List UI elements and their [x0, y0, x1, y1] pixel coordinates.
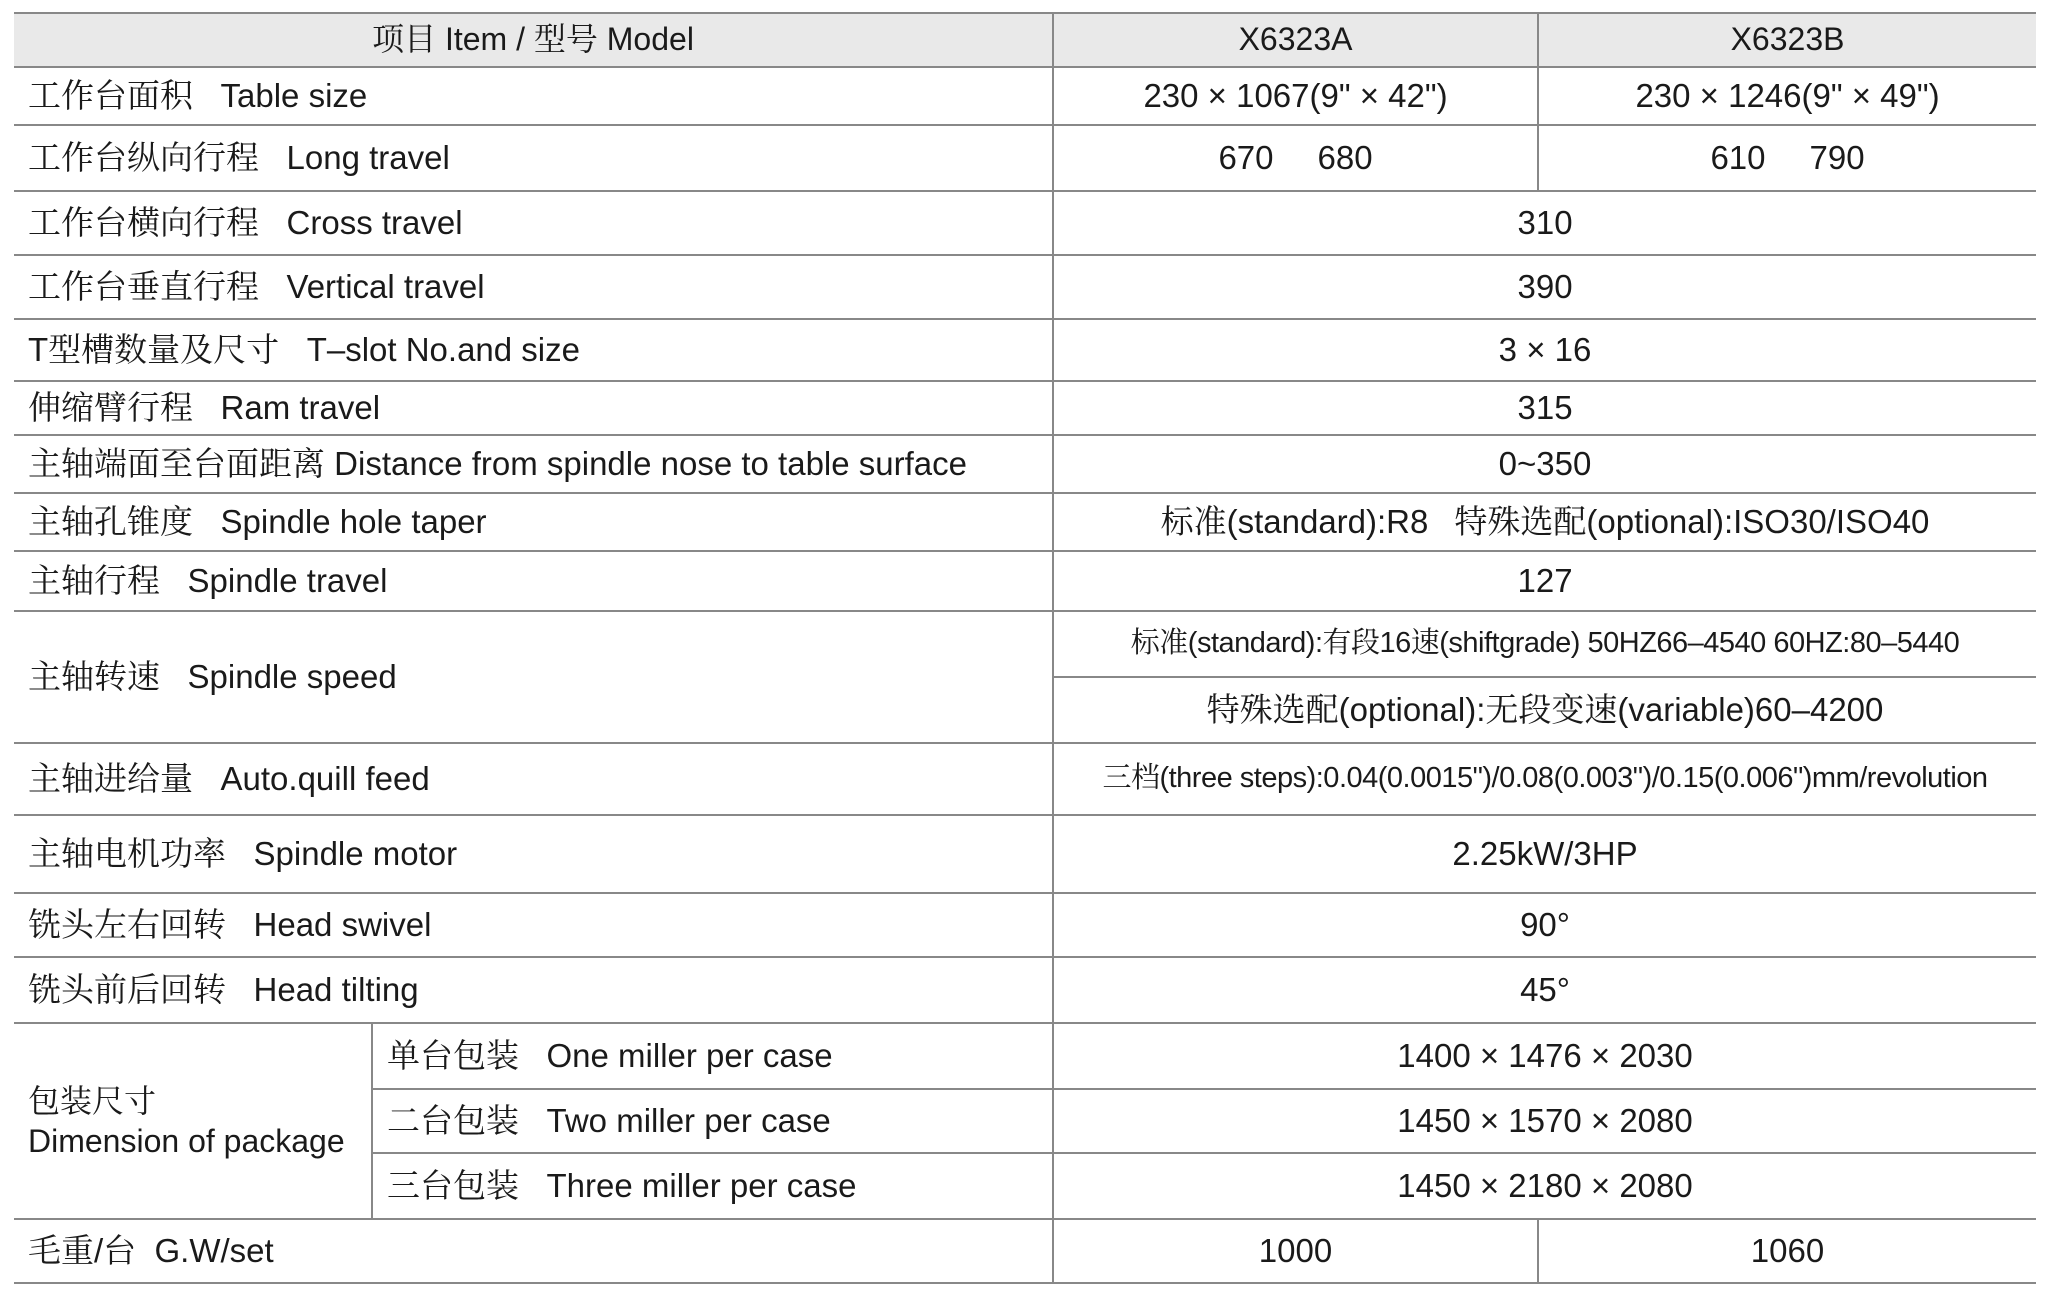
row-label: 工作台纵向行程 Long travel: [14, 125, 1053, 191]
spindle-taper-value: 标准(standard):R8 特殊选配(optional):ISO30/ISO40: [1053, 493, 2036, 551]
row-label: T型槽数量及尺寸 T–slot No.and size: [14, 319, 1053, 381]
spindle-travel-value: 127: [1053, 551, 2036, 611]
row-label: 主轴孔锥度 Spindle hole taper: [14, 493, 1053, 551]
row-spindle-motor: [14, 815, 2036, 893]
row-quill-feed: [14, 743, 2036, 815]
gross-weight-b: 1060: [1538, 1219, 2036, 1283]
package-label-en: Dimension of package: [28, 1123, 345, 1159]
row-spindle-travel: [14, 551, 2036, 611]
table-size-a: 230 × 1067(9" × 42"): [1053, 67, 1538, 125]
header-item-model: 项目 Item / 型号 Model: [14, 13, 1053, 67]
row-gross-weight: [14, 1219, 2036, 1283]
row-label: 毛重/台 G.W/set: [14, 1219, 1053, 1283]
row-vertical-travel: [14, 255, 2036, 319]
long-travel-a: 670 680: [1053, 125, 1538, 191]
row-label: 铣头左右回转 Head swivel: [14, 893, 1053, 957]
cross-travel-value: 310: [1053, 191, 2036, 255]
package-label-cn: 包装尺寸: [28, 1083, 157, 1119]
row-table-size: [14, 67, 2036, 125]
quill-feed-value: 三档(three steps):0.04(0.0015")/0.08(0.003")/0.15(0.006")mm/revolution: [1053, 743, 2036, 815]
row-cross-travel: [14, 191, 2036, 255]
row-label: 伸缩臂行程 Ram travel: [14, 381, 1053, 435]
row-label: 工作台面积 Table size: [14, 67, 1053, 125]
row-ram-travel: [14, 381, 2036, 435]
row-label: 铣头前后回转 Head tilting: [14, 957, 1053, 1023]
spindle-speed-optional: 特殊选配(optional):无段变速(variable)60–4200: [1053, 677, 2036, 743]
header-model-a: X6323A: [1053, 13, 1538, 67]
row-label: 主轴进给量 Auto.quill feed: [14, 743, 1053, 815]
row-label: 主轴端面至台面距离 Distance from spindle nose to table surface: [14, 435, 1053, 493]
spec-table: [14, 12, 2036, 1284]
tslot-value: 3 × 16: [1053, 319, 2036, 381]
gross-weight-a: 1000: [1053, 1219, 1538, 1283]
row-tslot: [14, 319, 2036, 381]
row-head-swivel: [14, 893, 2036, 957]
package-three-value: 1450 × 2180 × 2080: [1053, 1153, 2036, 1219]
head-swivel-value: 90°: [1053, 893, 2036, 957]
spindle-distance-value: 0~350: [1053, 435, 2036, 493]
header-row: [14, 13, 2036, 67]
package-one-label: 单台包装 One miller per case: [372, 1023, 1053, 1089]
package-two-label: 二台包装 Two miller per case: [372, 1089, 1053, 1153]
row-long-travel: [14, 125, 2036, 191]
row-spindle-speed-std: [14, 611, 2036, 677]
package-three-label: 三台包装 Three miller per case: [372, 1153, 1053, 1219]
header-model-b: X6323B: [1538, 13, 2036, 67]
row-label: 工作台横向行程 Cross travel: [14, 191, 1053, 255]
row-label: 主轴行程 Spindle travel: [14, 551, 1053, 611]
head-tilting-value: 45°: [1053, 957, 2036, 1023]
vertical-travel-value: 390: [1053, 255, 2036, 319]
row-head-tilting: [14, 957, 2036, 1023]
package-label: [14, 1023, 372, 1219]
row-label: 主轴转速 Spindle speed: [14, 611, 1053, 743]
package-one-value: 1400 × 1476 × 2030: [1053, 1023, 2036, 1089]
row-spindle-taper: [14, 493, 2036, 551]
spindle-speed-standard: 标准(standard):有段16速(shiftgrade) 50HZ66–4540 60HZ:80–5440: [1053, 611, 2036, 677]
row-package-one: [14, 1023, 2036, 1089]
package-two-value: 1450 × 1570 × 2080: [1053, 1089, 2036, 1153]
row-label: 主轴电机功率 Spindle motor: [14, 815, 1053, 893]
table-size-b: 230 × 1246(9" × 49"): [1538, 67, 2036, 125]
long-travel-b: 610 790: [1538, 125, 2036, 191]
row-spindle-distance: [14, 435, 2036, 493]
ram-travel-value: 315: [1053, 381, 2036, 435]
row-label: 工作台垂直行程 Vertical travel: [14, 255, 1053, 319]
spindle-motor-value: 2.25kW/3HP: [1053, 815, 2036, 893]
